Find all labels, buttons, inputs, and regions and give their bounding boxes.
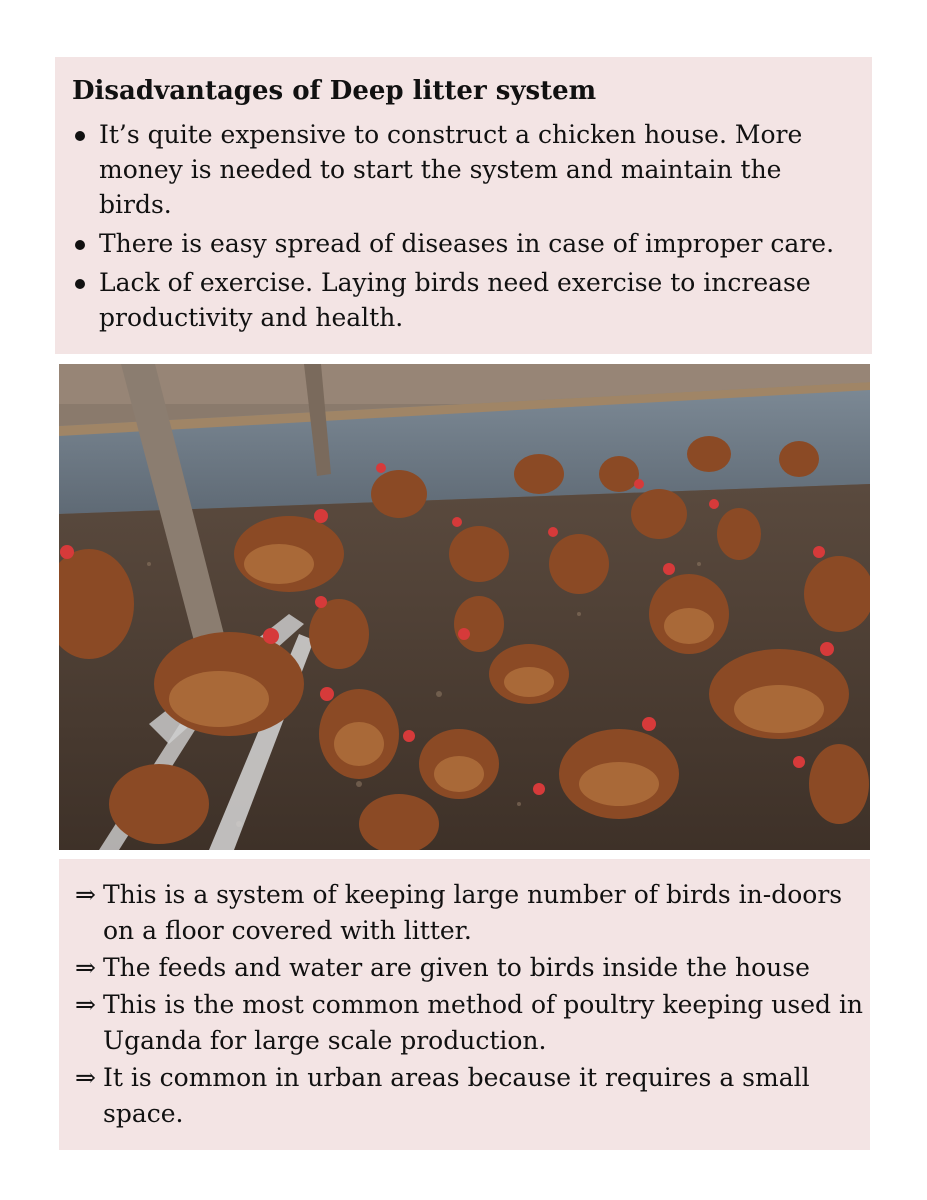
list-item	[75, 987, 870, 1059]
notes-box	[59, 859, 870, 1150]
disadvantages-list	[72, 117, 854, 335]
bullet-text: There is easy spread of diseases in case of improper care.	[99, 229, 835, 258]
bullet-icon	[75, 279, 85, 289]
bullet-icon	[75, 240, 85, 250]
list-item	[75, 877, 870, 949]
disadvantages-box	[55, 57, 872, 354]
arrow-icon: ⇒	[75, 880, 96, 909]
list-item	[75, 950, 870, 986]
chickens-illustration	[59, 364, 870, 850]
note-text: This is a system of keeping large number of birds in-doors on a floor covered with litter.	[103, 880, 843, 945]
section-heading: Disadvantages of Deep litter system	[72, 76, 597, 106]
list-item	[72, 265, 854, 335]
list-item	[75, 1060, 870, 1132]
list-item	[72, 226, 854, 261]
poultry-house-photo	[59, 364, 870, 850]
bullet-icon	[75, 131, 85, 141]
list-item	[72, 117, 854, 222]
arrow-icon: ⇒	[75, 1063, 96, 1092]
note-text: This is the most common method of poultry keeping used in Uganda for large scale production.	[103, 990, 864, 1055]
notes-list	[75, 877, 870, 1132]
bullet-text: Lack of exercise. Laying birds need exercise to increase productivity and health.	[99, 268, 811, 332]
bullet-text: It’s quite expensive to construct a chicken house. More money is needed to start the system and maintain the birds.	[99, 120, 803, 219]
note-text: The feeds and water are given to birds inside the house	[103, 953, 810, 982]
arrow-icon: ⇒	[75, 953, 96, 982]
arrow-icon: ⇒	[75, 990, 96, 1019]
note-text: It is common in urban areas because it requires a small space.	[103, 1063, 810, 1128]
